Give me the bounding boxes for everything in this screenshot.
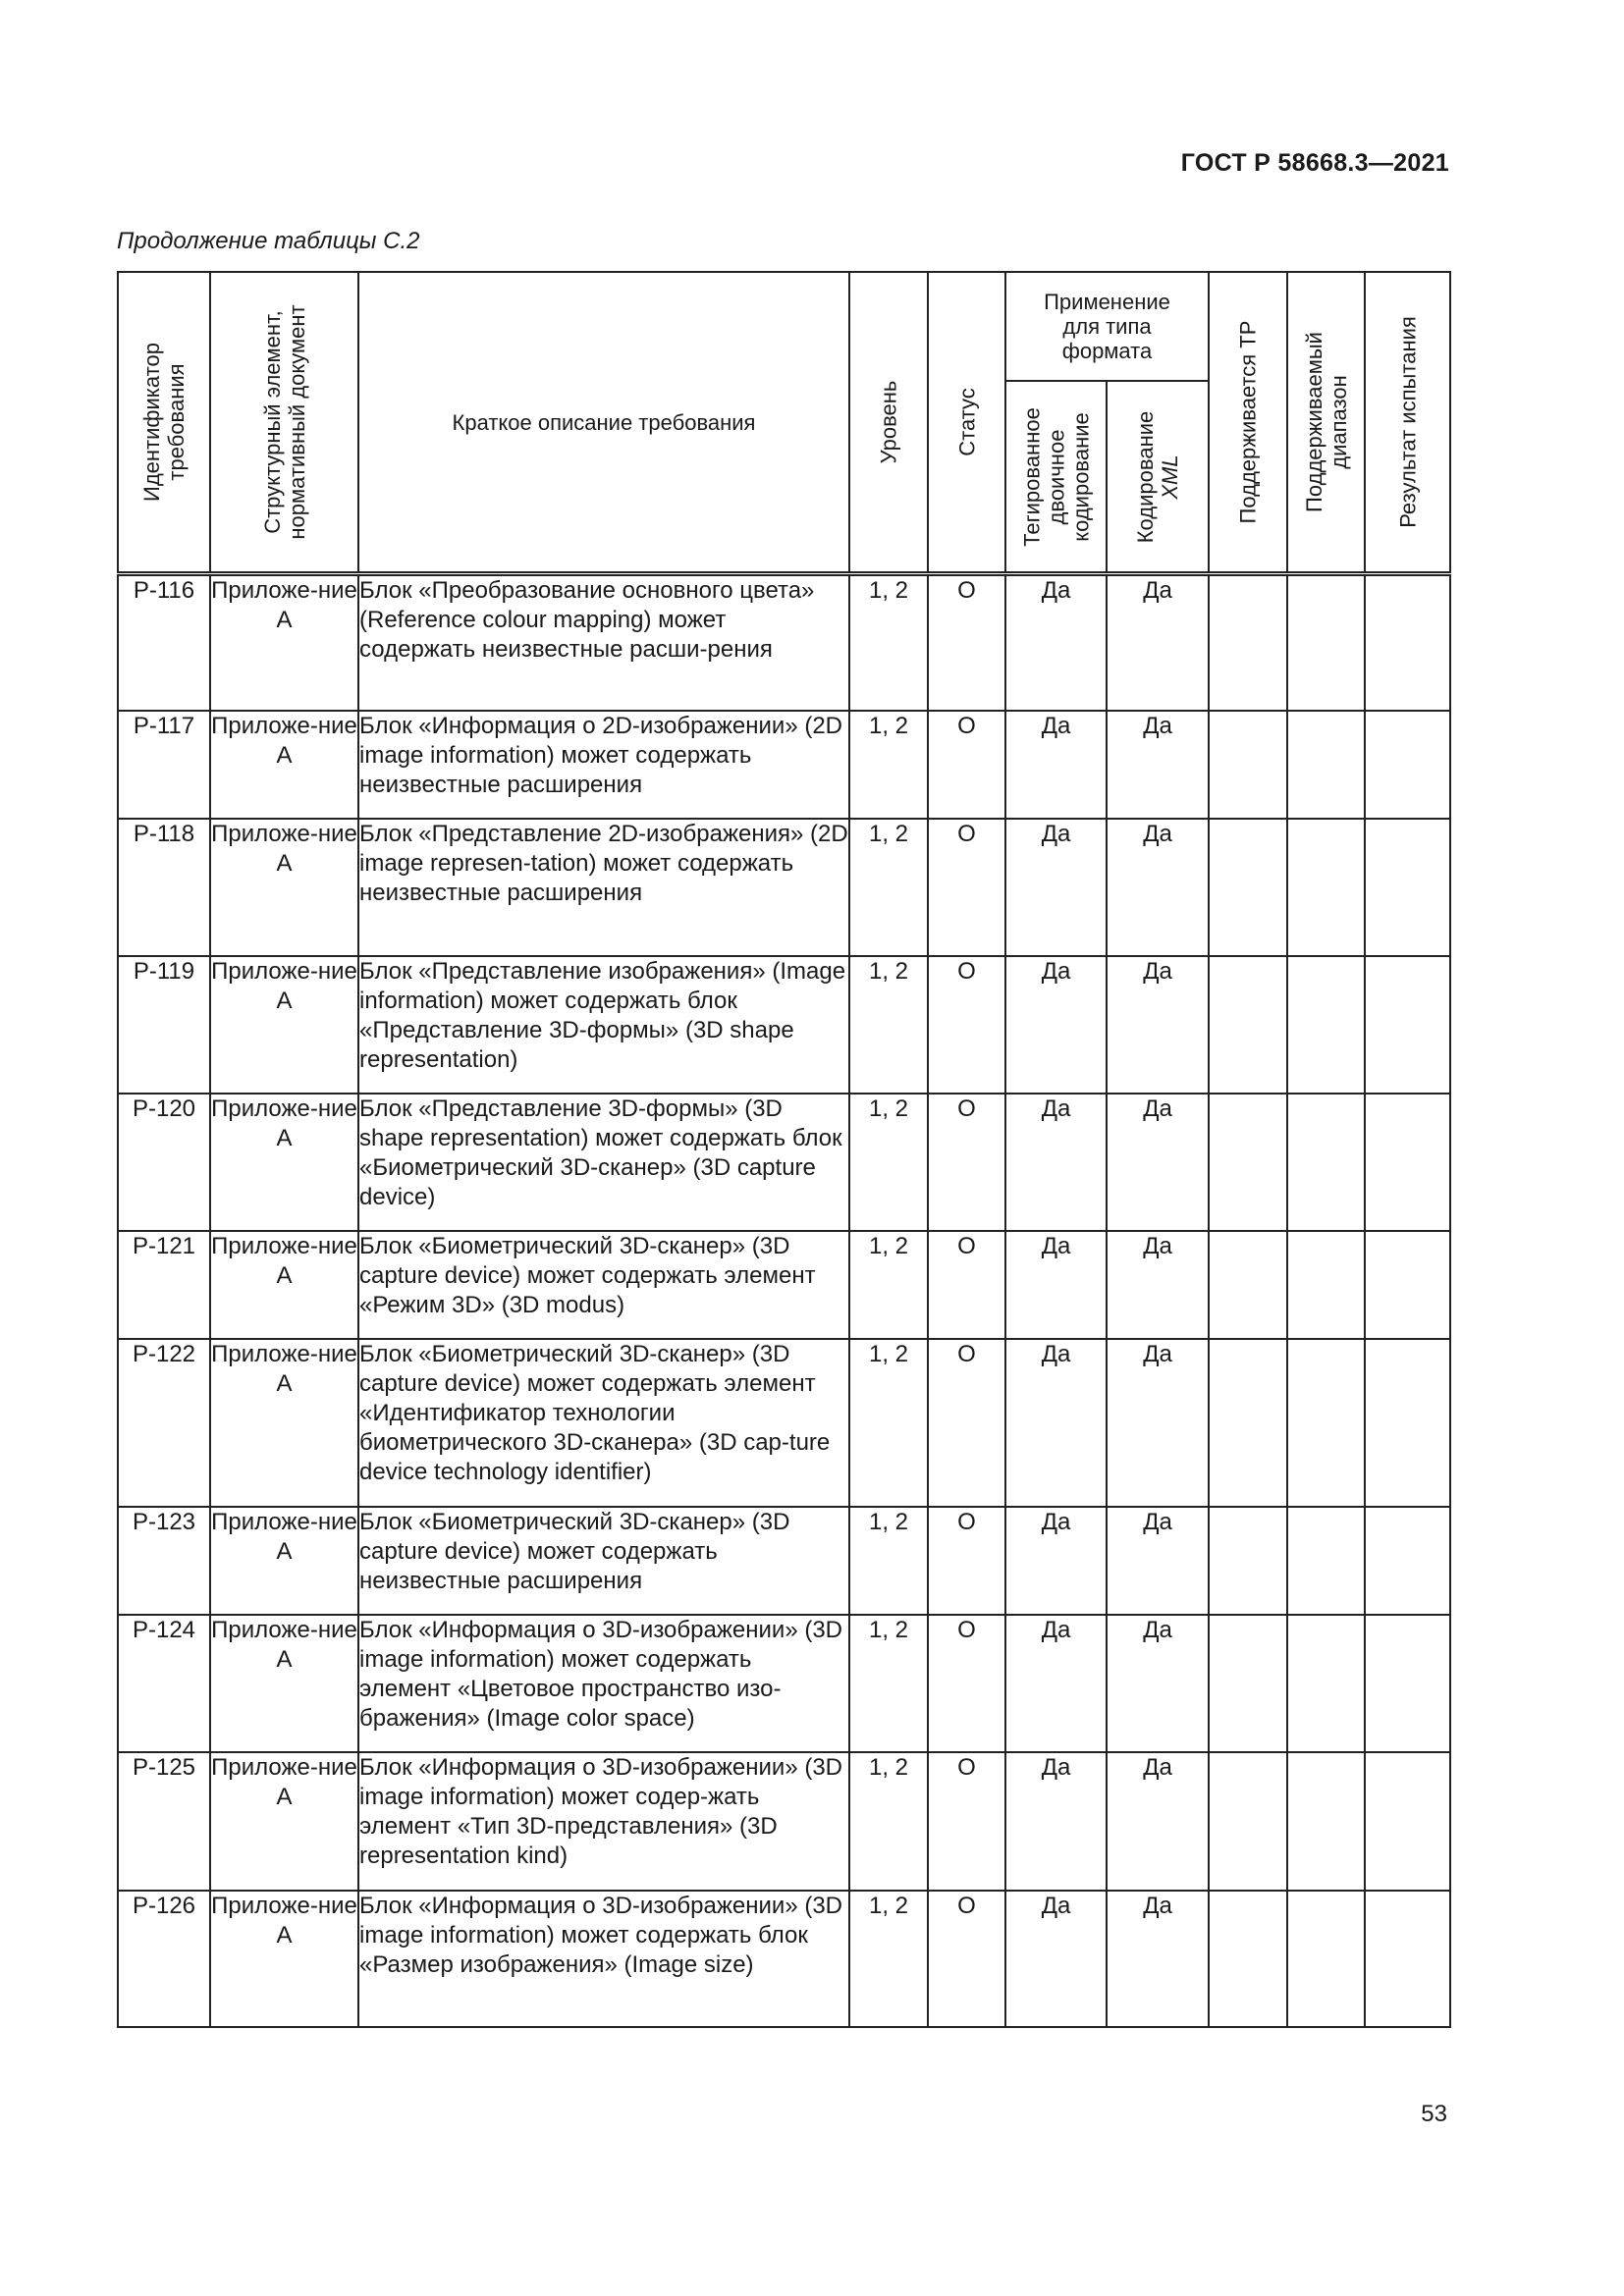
table-row [118, 1752, 1450, 1891]
cell-level: 1, 2 [849, 1094, 928, 1231]
table-body [118, 574, 1450, 2027]
table-row [118, 1339, 1450, 1507]
cell-status: O [928, 1615, 1005, 1752]
requirements-table [117, 271, 1451, 2028]
document-number: ГОСТ Р 58668.3—2021 [1180, 149, 1449, 177]
cell-struct: Приложе-ние А [210, 1615, 358, 1752]
cell-desc: Блок «Представление 2D-изображения» (2D image represen-tation) может содержать неизвестные расширения [358, 819, 849, 956]
table-row [118, 819, 1450, 956]
cell-status: O [928, 1231, 1005, 1339]
cell-xml: Да [1107, 1094, 1209, 1231]
cell-status: O [928, 1891, 1005, 2027]
cell-supported [1209, 1615, 1287, 1752]
cell-range [1287, 1507, 1365, 1615]
cell-level: 1, 2 [849, 1615, 928, 1752]
cell-id: P-123 [118, 1507, 210, 1615]
cell-xml: Да [1107, 819, 1209, 956]
cell-desc: Блок «Информация о 3D-изображении» (3D image information) может содержать блок «Размер изображения» (Image size) [358, 1891, 849, 2027]
table-row [118, 711, 1450, 819]
cell-status: O [928, 1752, 1005, 1891]
cell-level: 1, 2 [849, 1231, 928, 1339]
cell-binary: Да [1005, 1231, 1107, 1339]
cell-level: 1, 2 [849, 1752, 928, 1891]
cell-binary: Да [1005, 711, 1107, 819]
cell-binary: Да [1005, 1891, 1107, 2027]
cell-range [1287, 819, 1365, 956]
cell-status: O [928, 574, 1005, 711]
cell-struct: Приложе-ние А [210, 1891, 358, 2027]
table-row [118, 1094, 1450, 1231]
table-row [118, 574, 1450, 711]
cell-supported [1209, 574, 1287, 711]
table-row [118, 1231, 1450, 1339]
col-header-result: Результат испытания [1365, 272, 1450, 574]
cell-struct: Приложе-ние А [210, 1231, 358, 1339]
cell-desc: Блок «Биометрический 3D-сканер» (3D capture device) может содержать неизвестные расширения [358, 1507, 849, 1615]
page-number: 53 [1421, 2101, 1447, 2127]
cell-status: O [928, 1507, 1005, 1615]
cell-desc: Блок «Информация о 3D-изображении» (3D image information) может содер-жать элемент «Тип 3D-представления» (3D representation kind) [358, 1752, 849, 1891]
cell-struct: Приложе-ние А [210, 711, 358, 819]
cell-range [1287, 711, 1365, 819]
cell-binary: Да [1005, 1752, 1107, 1891]
cell-struct: Приложе-ние А [210, 1339, 358, 1507]
cell-id: P-116 [118, 574, 210, 711]
cell-result [1365, 574, 1450, 711]
col-header-status: Статус [928, 272, 1005, 574]
cell-binary: Да [1005, 1339, 1107, 1507]
cell-xml: Да [1107, 956, 1209, 1094]
cell-level: 1, 2 [849, 819, 928, 956]
cell-result [1365, 956, 1450, 1094]
col-header-struct: Структурный элемент, нормативный документ [210, 272, 358, 574]
cell-supported [1209, 1231, 1287, 1339]
cell-binary: Да [1005, 1507, 1107, 1615]
cell-supported [1209, 819, 1287, 956]
cell-xml: Да [1107, 574, 1209, 711]
cell-binary: Да [1005, 1094, 1107, 1231]
requirements-table-container [117, 271, 1449, 2028]
cell-result [1365, 711, 1450, 819]
cell-xml: Да [1107, 1231, 1209, 1339]
cell-status: O [928, 1094, 1005, 1231]
cell-xml: Да [1107, 1615, 1209, 1752]
cell-result [1365, 1094, 1450, 1231]
cell-struct: Приложе-ние А [210, 1507, 358, 1615]
cell-desc: Блок «Биометрический 3D-сканер» (3D capture device) может содержать элемент «Идентификатор технологии биометрического 3D-сканера» (3D cap-ture device technology identifier) [358, 1339, 849, 1507]
cell-result [1365, 1231, 1450, 1339]
cell-desc: Блок «Биометрический 3D-сканер» (3D capture device) может содержать элемент «Режим 3D» (3D modus) [358, 1231, 849, 1339]
cell-supported [1209, 1891, 1287, 2027]
cell-level: 1, 2 [849, 1507, 928, 1615]
cell-range [1287, 1094, 1365, 1231]
cell-range [1287, 1615, 1365, 1752]
cell-range [1287, 1891, 1365, 2027]
table-row [118, 1615, 1450, 1752]
cell-result [1365, 1891, 1450, 2027]
col-header-range: Поддерживаемый диапазон [1287, 272, 1365, 574]
cell-level: 1, 2 [849, 1891, 928, 2027]
cell-level: 1, 2 [849, 1339, 928, 1507]
cell-struct: Приложе-ние А [210, 956, 358, 1094]
cell-status: O [928, 711, 1005, 819]
cell-struct: Приложе-ние А [210, 574, 358, 711]
xml-suffix: XML [1158, 454, 1182, 500]
cell-id: P-117 [118, 711, 210, 819]
table-header [118, 272, 1450, 574]
table-row [118, 1891, 1450, 2027]
cell-id: P-125 [118, 1752, 210, 1891]
cell-binary: Да [1005, 1615, 1107, 1752]
cell-status: O [928, 1339, 1005, 1507]
cell-level: 1, 2 [849, 711, 928, 819]
cell-desc: Блок «Преобразование основного цвета» (Reference colour mapping) может содержать неизвестные расши-рения [358, 574, 849, 711]
cell-supported [1209, 1339, 1287, 1507]
cell-range [1287, 1752, 1365, 1891]
cell-xml: Да [1107, 711, 1209, 819]
col-header-desc: Краткое описание требования [358, 272, 849, 574]
cell-id: P-126 [118, 1891, 210, 2027]
cell-binary: Да [1005, 819, 1107, 956]
cell-struct: Приложе-ние А [210, 1094, 358, 1231]
cell-binary: Да [1005, 956, 1107, 1094]
cell-range [1287, 574, 1365, 711]
cell-supported [1209, 1507, 1287, 1615]
cell-xml: Да [1107, 1507, 1209, 1615]
cell-id: P-118 [118, 819, 210, 956]
cell-xml: Да [1107, 1339, 1209, 1507]
cell-desc: Блок «Представление 3D-формы» (3D shape representation) может содержать блок «Биометрический 3D-сканер» (3D capture device) [358, 1094, 849, 1231]
col-header-level: Уровень [849, 272, 928, 574]
table-row [118, 956, 1450, 1094]
cell-supported [1209, 1752, 1287, 1891]
cell-supported [1209, 711, 1287, 819]
cell-id: P-122 [118, 1339, 210, 1507]
cell-desc: Блок «Информация о 2D-изображении» (2D image information) может содержать неизвестные расширения [358, 711, 849, 819]
cell-result [1365, 1507, 1450, 1615]
cell-result [1365, 819, 1450, 956]
cell-desc: Блок «Информация о 3D-изображении» (3D image information) может содержать элемент «Цветовое пространство изо-бражения» (Image color space) [358, 1615, 849, 1752]
cell-result [1365, 1615, 1450, 1752]
table-row [118, 1507, 1450, 1615]
cell-range [1287, 1339, 1365, 1507]
cell-status: O [928, 956, 1005, 1094]
cell-supported [1209, 956, 1287, 1094]
cell-supported [1209, 1094, 1287, 1231]
cell-id: P-124 [118, 1615, 210, 1752]
cell-binary: Да [1005, 574, 1107, 711]
cell-struct: Приложе-ние А [210, 819, 358, 956]
cell-id: P-119 [118, 956, 210, 1094]
col-header-apply: Применение для типа формата [1005, 272, 1209, 381]
cell-level: 1, 2 [849, 574, 928, 711]
col-header-id: Идентификатор требования [118, 272, 210, 574]
cell-status: O [928, 819, 1005, 956]
col-header-binary: Тегированное двоичное кодирование [1005, 381, 1107, 574]
cell-desc: Блок «Представление изображения» (Image information) может содержать блок «Представление 3D-формы» (3D shape representation) [358, 956, 849, 1094]
xml-prefix: Кодирование [1133, 410, 1158, 543]
col-header-xml [1107, 381, 1209, 574]
col-header-supported: Поддерживается ТР [1209, 272, 1287, 574]
cell-xml: Да [1107, 1891, 1209, 2027]
cell-struct: Приложе-ние А [210, 1752, 358, 1891]
table-continuation-caption: Продолжение таблицы С.2 [117, 228, 420, 254]
cell-range [1287, 956, 1365, 1094]
cell-level: 1, 2 [849, 956, 928, 1094]
cell-range [1287, 1231, 1365, 1339]
cell-result [1365, 1339, 1450, 1507]
cell-id: P-120 [118, 1094, 210, 1231]
cell-xml: Да [1107, 1752, 1209, 1891]
cell-id: P-121 [118, 1231, 210, 1339]
cell-result [1365, 1752, 1450, 1891]
